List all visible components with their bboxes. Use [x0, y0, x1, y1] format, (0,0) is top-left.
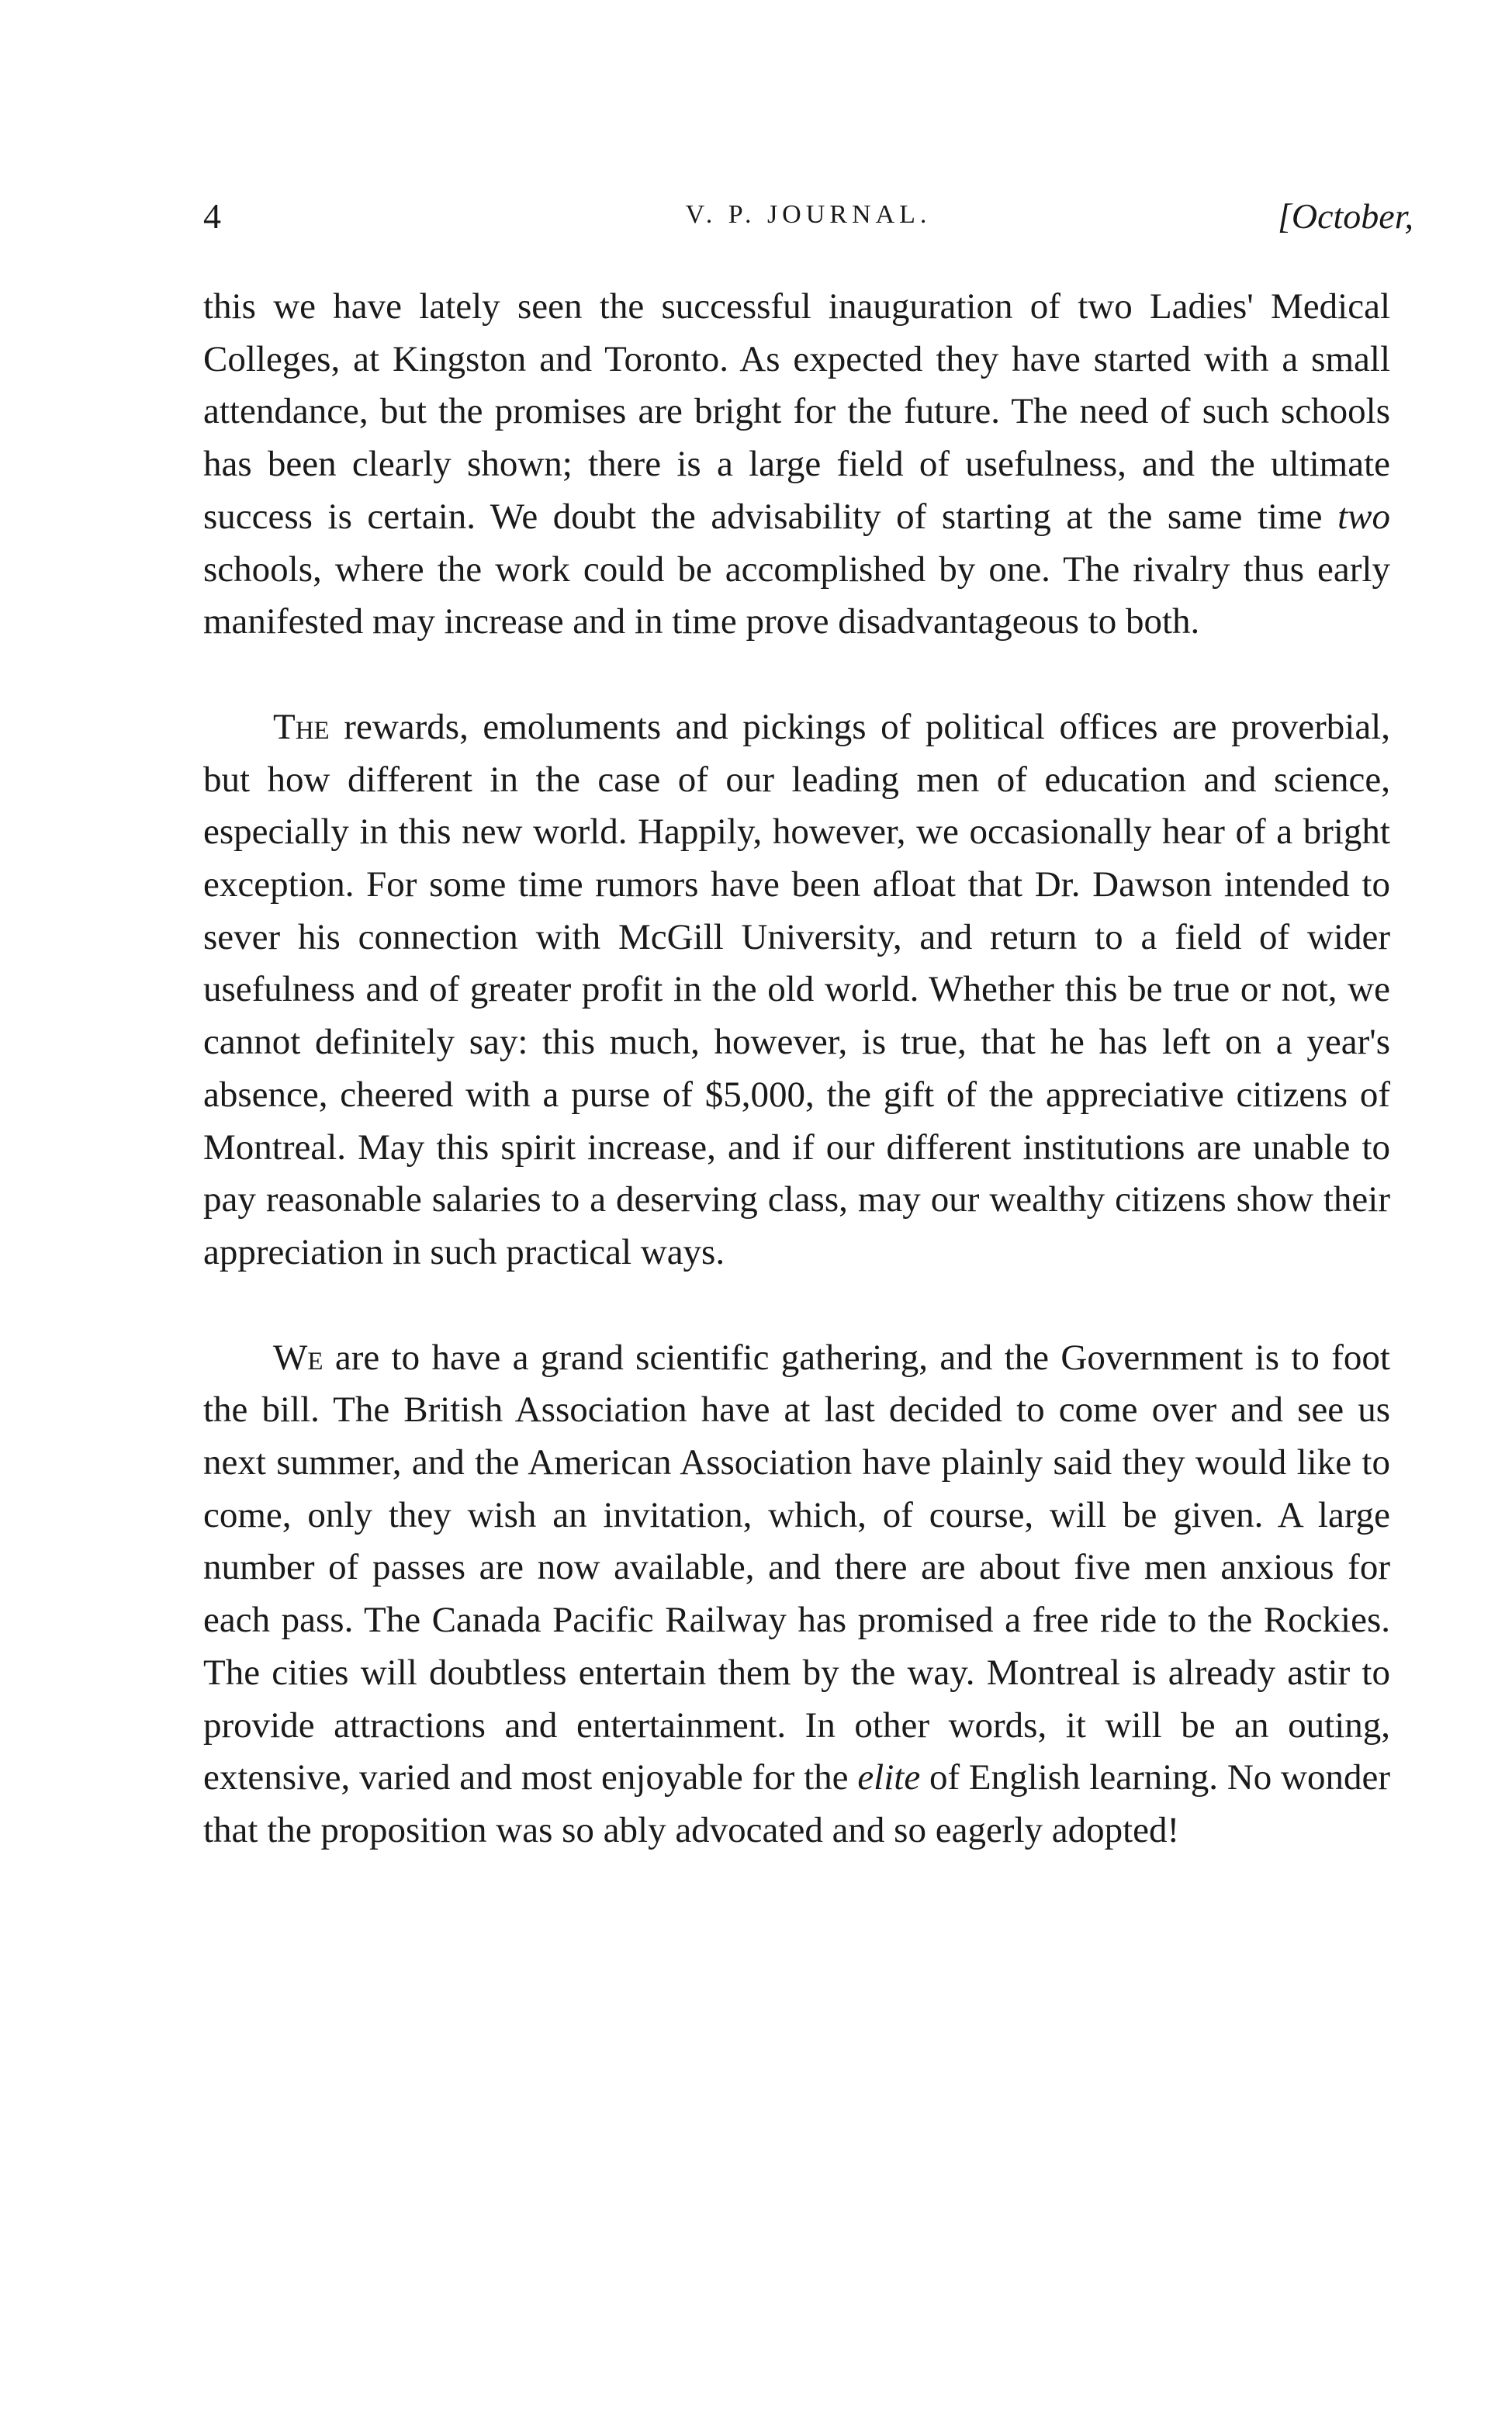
paragraph-text: this we have lately seen the successful inauguration of two Ladies' Medical Colleges, at Kingston and Toronto. As expected they have started with a small attendance, but the promises are bright for the future. The need of such schools has been clearly shown; there is a large field of usefulness, and the ultimate success is certain. We doubt the advisability of starting at the same time	[203, 286, 1390, 537]
lead-word: The	[273, 706, 330, 747]
issue-month: [October,	[1277, 196, 1413, 236]
page-number: 4	[203, 196, 221, 236]
paragraph-medical-colleges	[203, 281, 1390, 649]
paragraph-british-association	[203, 1332, 1390, 1857]
paragraph-text: are to have a grand scientific gathering, and the Government is to foot the bill. The British Association have at last decided to come over and see us next summer, and the American Association have plainly said they would like to come, only they wish an invitation, which, of course, will be given. A large number of passes are now available, and there are about five men anxious for each pass. The Canada Pacific Railway has promised a free ride to the Rockies. The cities will doubtless entertain them by the way. Montreal is already astir to provide attractions and entertainment. In other words, it will be an outing, extensive, varied and most enjoyable for the	[203, 1337, 1390, 1798]
journal-title: V. P. JOURNAL.	[685, 200, 932, 229]
article-body	[203, 281, 1390, 1857]
lead-word: We	[273, 1337, 324, 1378]
emphasis-text: elite	[857, 1757, 921, 1798]
emphasis-text: two	[1337, 496, 1390, 537]
paragraph-dawson	[203, 701, 1390, 1279]
paragraph-text: schools, where the work could be accomplished by one. The rivalry thus early manifested may increase and in time prove disadvantageous to both.	[203, 549, 1390, 642]
paragraph-text: of English learning. No wonder that the proposition was so ably advocated and so eagerly adopted!	[203, 1757, 1391, 1850]
paragraph-text: rewards, emoluments and pickings of political offices are proverbial, but how different in the case of our leading men of education and science, especially in this new world. Happily, however, we occasionally hear of a bright exception. For some time rumors have been afloat that Dr. Dawson intended to sever his connection with McGill University, and return to a field of wider usefulness and of greater profit in the old world. Whether this be true or not, we cannot definitely say: this much, however, is true, that he has left on a year's absence, cheered with a purse of $5,000, the gift of the appreciative citizens of Montreal. May this spirit increase, and if our different institutions are unable to pay reasonable salaries to a deserving class, may our wealthy citizens show their appreciation in such practical ways.	[203, 706, 1390, 1272]
running-head	[203, 196, 1413, 258]
